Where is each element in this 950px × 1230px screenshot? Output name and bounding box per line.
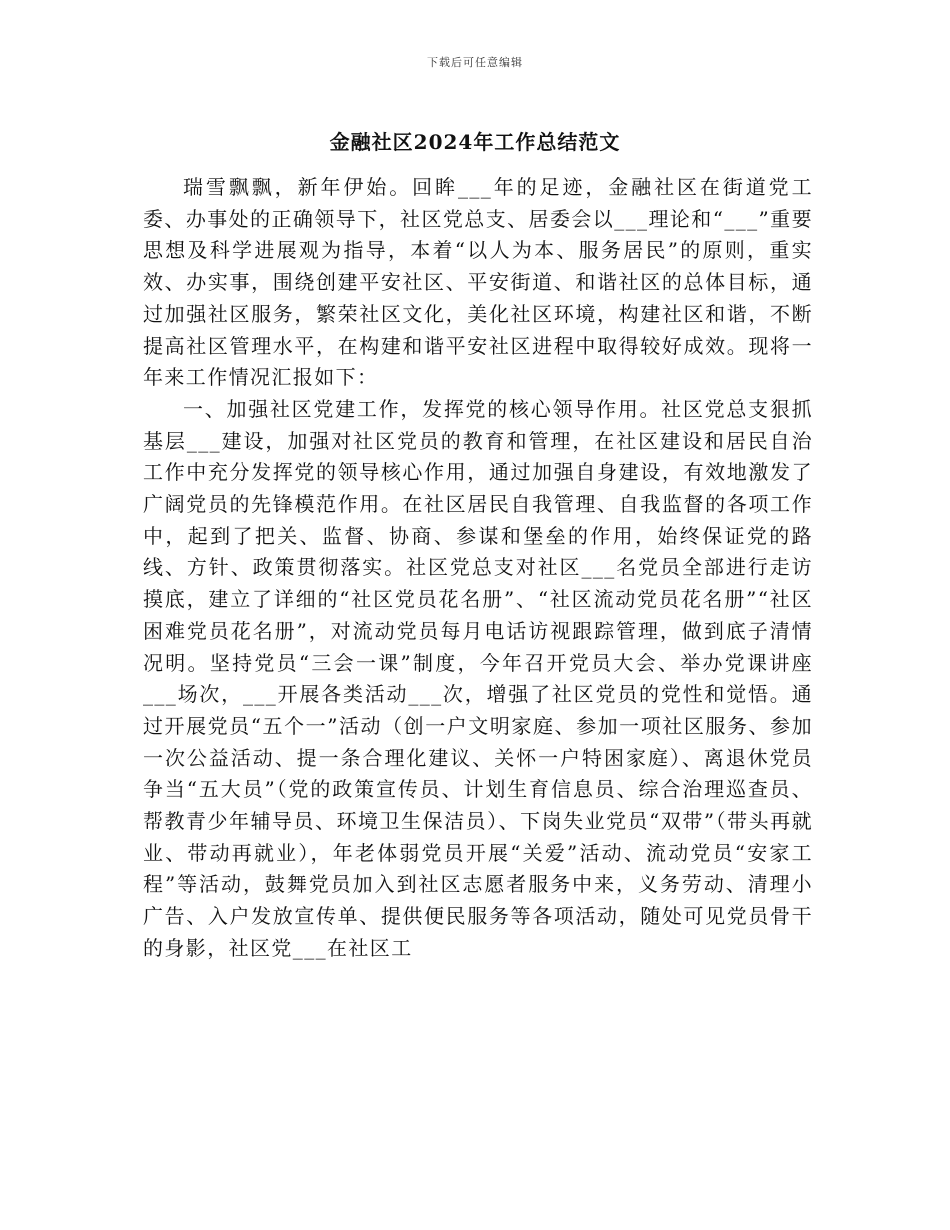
- paragraph-intro: 瑞雪飘飘，新年伊始。回眸___年的足迹，金融社区在街道党工委、办事处的正确领导下，社区党总支、居委会以___理论和“___”重要思想及科学进展观为指导，本着“以人为本、服务居民”的原则，重实效、办实事，围绕创建平安社区、平安街道、和谐社区的总体目标，通过加强社区服务，繁荣社区文化，美化社区环境，构建社区和谐，不断提高社区管理水平，在构建和谐平安社区进程中取得较好成效。现将一年来工作情况汇报如下：: [143, 175, 813, 390]
- document-title: 金融社区2024年工作总结范文: [329, 130, 621, 154]
- paragraph-party-building: 一、加强社区党建工作，发挥党的核心领导作用。社区党总支狠抓基层___建设，加强对社区党员的教育和管理，在社区建设和居民自治工作中充分发挥党的领导核心作用，通过加强自身建设，有效地激发了广阔党员的先锋模范作用。在社区居民自我管理、自我监督的各项工作中，起到了把关、监督、协商、参谋和堡垒的作用，始终保证党的路线、方针、政策贯彻落实。社区党总支对社区___名党员全部进行走访摸底，建立了详细的“社区党员花名册”、“社区流动党员花名册”“社区困难党员花名册”，对流动党员每月电话访视跟踪管理，做到底子清情况明。坚持党员“三会一课”制度，今年召开党员大会、举办党课讲座___场次，___开展各类活动___次，增强了社区党员的党性和觉悟。通过开展党员“五个一”活动（创一户文明家庭、参加一项社区服务、参加一次公益活动、提一条合理化建议、关怀一户特困家庭）、离退休党员争当“五大员”（党的政策宣传员、计划生育信息员、综合治理巡查员、帮教青少年辅导员、环境卫生保洁员）、下岗失业党员“双带”（带头再就业、带动再就业），年老体弱党员开展“关爱”活动、流动党员“安家工程”等活动，鼓舞党员加入到社区志愿者服务中来，义务劳动、清理小广告、入户发放宣传单、提供便民服务等各项活动，随处可见党员骨干的身影，社区党___在社区工: [143, 396, 813, 960]
- header-note: 下载后可任意编辑: [427, 56, 523, 69]
- document-body: [143, 172, 813, 965]
